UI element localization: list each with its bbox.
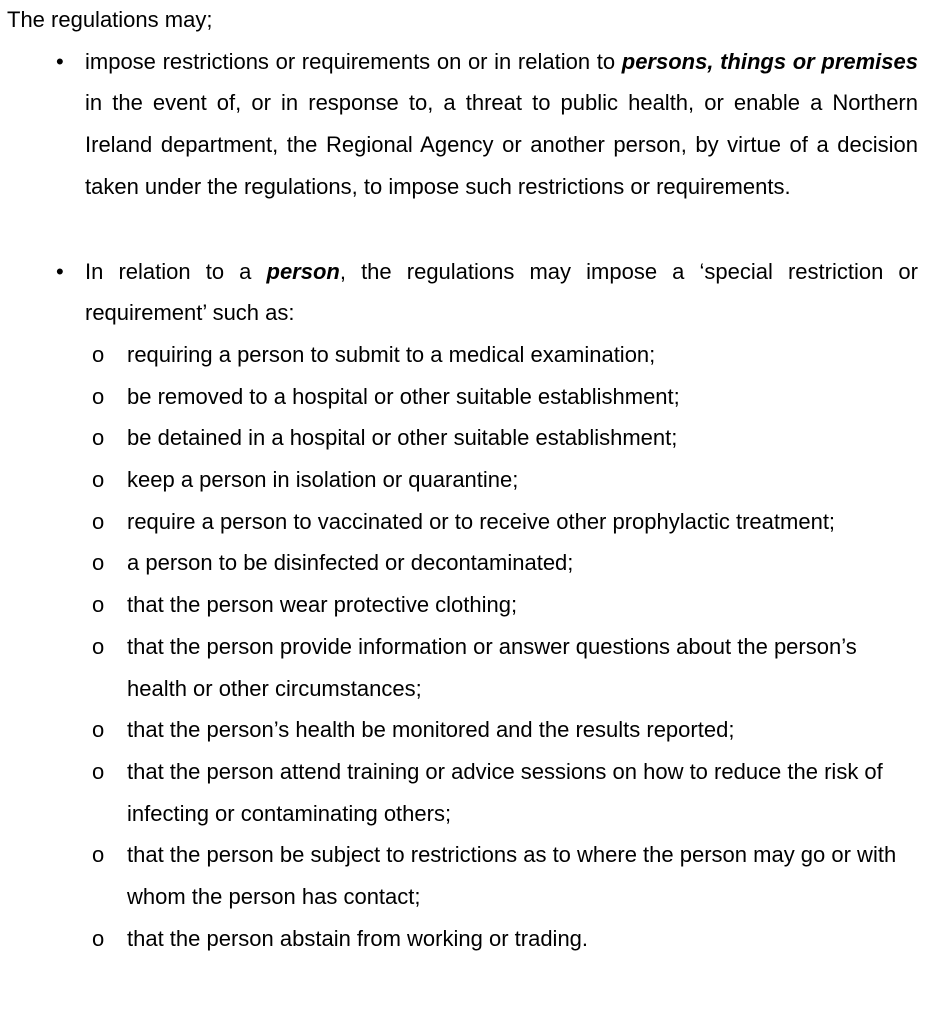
emphasis-text: person [266,258,340,284]
text: , the regulations may impose a ‘special restriction or requirement’ such as: [85,258,918,326]
circle-bullet-icon: o [92,467,105,493]
sub-item-text: that the person be subject to restrictions as to where the person may go or with whom the person has contact; [127,842,897,910]
circle-bullet-icon: o [92,592,105,618]
sub-item-text: that the person wear protective clothing; [127,592,518,618]
sub-item-text: be removed to a hospital or other suitable establishment; [127,383,680,409]
circle-bullet-icon: o [92,842,105,868]
text: impose restrictions or requirements on or in relation to [85,48,622,74]
bullet-item [7,251,918,334]
sub-list-item [7,918,918,960]
bullet-item [7,41,918,208]
sub-item-text: a person to be disinfected or decontaminated; [127,550,574,576]
circle-bullet-icon: o [92,633,105,659]
sub-item-text: that the person provide information or answer questions about the person’s health or other circumstances; [127,633,857,701]
sub-list-item [7,751,918,834]
spacer [7,208,918,251]
sub-item-text: requiring a person to submit to a medical examination; [127,341,656,367]
sub-list-item [7,626,918,709]
sub-item-text: require a person to vaccinated or to receive other prophylactic treatment; [127,508,836,534]
text: in the event of, or in response to, a threat to public health, or enable a Northern Ireland department, the Regional Agency or another person, by virtue of a decision taken under the regulations, to impose such restrictions or requirements. [85,90,918,199]
sub-list-item [7,501,918,543]
circle-bullet-icon: o [92,550,105,576]
circle-bullet-icon: o [92,758,105,784]
circle-bullet-icon: o [92,508,105,534]
bullet-icon: • [56,258,64,284]
sub-list-item [7,709,918,751]
intro-text: The regulations may; [7,7,213,32]
sub-list-item [7,542,918,584]
bullet-icon: • [56,48,64,74]
sub-item-text: that the person’s health be monitored and the results reported; [127,717,735,743]
circle-bullet-icon: o [92,341,105,367]
circle-bullet-icon: o [92,383,105,409]
circle-bullet-icon: o [92,425,105,451]
sub-list-item [7,584,918,626]
sub-item-text: keep a person in isolation or quarantine; [127,467,519,493]
sub-item-text: that the person abstain from working or trading. [127,925,589,951]
sub-item-text: that the person attend training or advice sessions on how to reduce the risk of infecting or contaminating others; [127,758,883,826]
circle-bullet-icon: o [92,925,105,951]
circle-bullet-icon: o [92,717,105,743]
emphasis-text: persons, things or premises [621,48,919,74]
sub-list-item [7,459,918,501]
sub-list-item [7,334,918,376]
sub-list-item [7,417,918,459]
sub-item-text: be detained in a hospital or other suitable establishment; [127,425,678,451]
text: In relation to a [85,258,267,284]
sub-list [7,334,918,960]
sub-list-item [7,376,918,418]
sub-list-item [7,834,918,917]
